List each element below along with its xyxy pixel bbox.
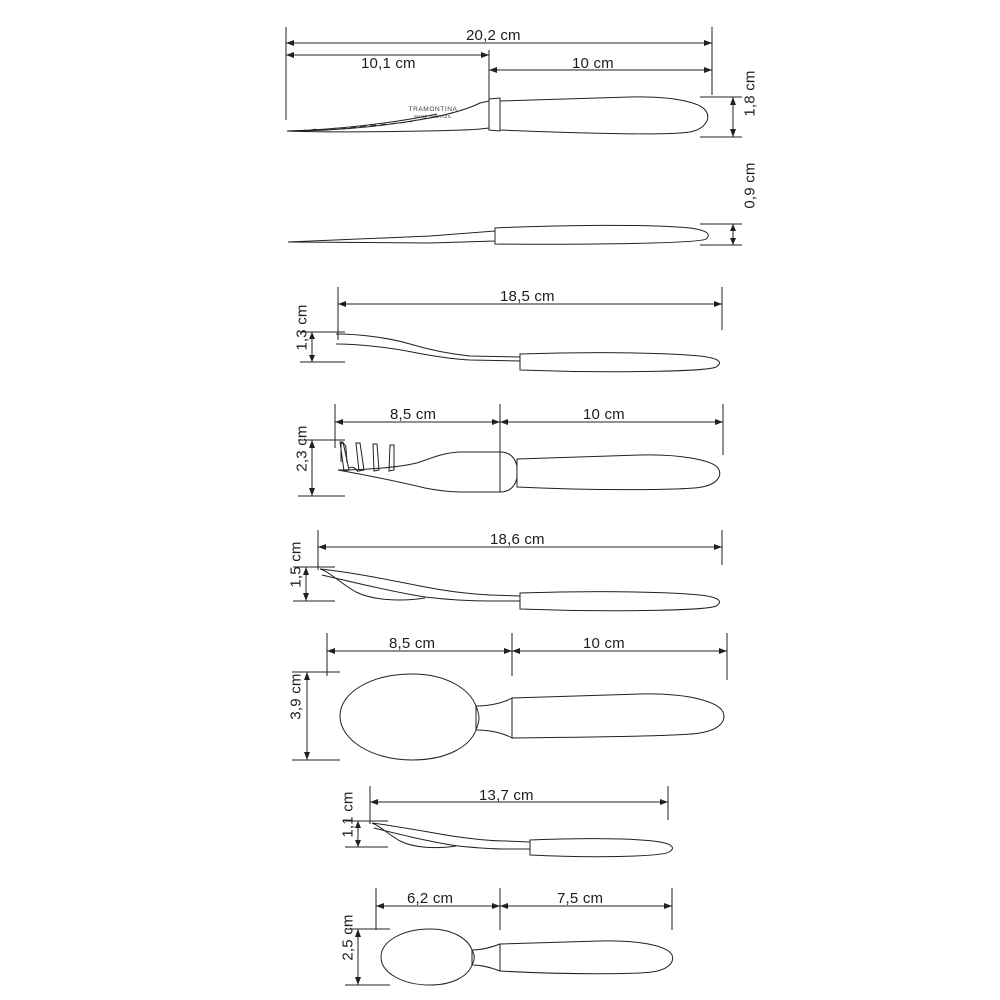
dim-knife-handle-length: 10 cm [572, 55, 614, 72]
dim-spoon-total-length: 18,6 cm [490, 531, 545, 548]
brand-name: TRAMONTINA [408, 106, 458, 113]
dim-teaspoon-total-length: 13,7 cm [479, 787, 534, 804]
knife-side-view-dimensions [700, 224, 742, 245]
fork-top-view-dimensions [298, 404, 723, 496]
dim-knife-total-length: 20,2 cm [466, 27, 521, 44]
dim-knife-blade-length: 10,1 cm [361, 55, 416, 72]
dim-teaspoon-bowl-width: 2,5 cm [339, 914, 357, 961]
dim-knife-thickness: 0,9 cm [741, 162, 759, 209]
dim-fork-width: 2,3 cm [293, 425, 311, 472]
dim-spoon-bowl-width: 3,9 cm [287, 673, 305, 720]
dim-spoon-bowl-length: 8,5 cm [389, 635, 436, 652]
fork-top-view-shape [338, 442, 720, 492]
dim-fork-total-length: 18,5 cm [500, 288, 555, 305]
teaspoon-top-view-dimensions [345, 888, 672, 985]
dim-spoon-handle-length: 10 cm [583, 635, 625, 652]
fork-side-view-shape [336, 334, 719, 372]
knife-side-view-shape [288, 225, 708, 244]
knife-top-view-shape [287, 97, 708, 134]
dim-fork-tines-length: 8,5 cm [390, 406, 437, 423]
dim-fork-handle-length: 10 cm [583, 406, 625, 423]
dim-teaspoon-bowl-length: 6,2 cm [407, 890, 454, 907]
spoon-top-view-shape [340, 674, 724, 760]
teaspoon-top-view-shape [381, 929, 673, 985]
dim-knife-handle-width: 1,8 cm [741, 70, 759, 117]
brand-mark [398, 106, 468, 119]
teaspoon-side-view-shape [372, 823, 672, 857]
dim-fork-side-height: 1,3 cm [293, 304, 311, 351]
spoon-top-view-dimensions [292, 633, 727, 760]
dim-spoon-side-height: 1,5 cm [287, 541, 305, 588]
spoon-side-view-shape [320, 569, 719, 611]
brand-origin: MADE IN BRAZIL [414, 114, 452, 119]
dim-teaspoon-side-height: 1,1 cm [339, 791, 357, 838]
dim-teaspoon-handle-length: 7,5 cm [557, 890, 604, 907]
